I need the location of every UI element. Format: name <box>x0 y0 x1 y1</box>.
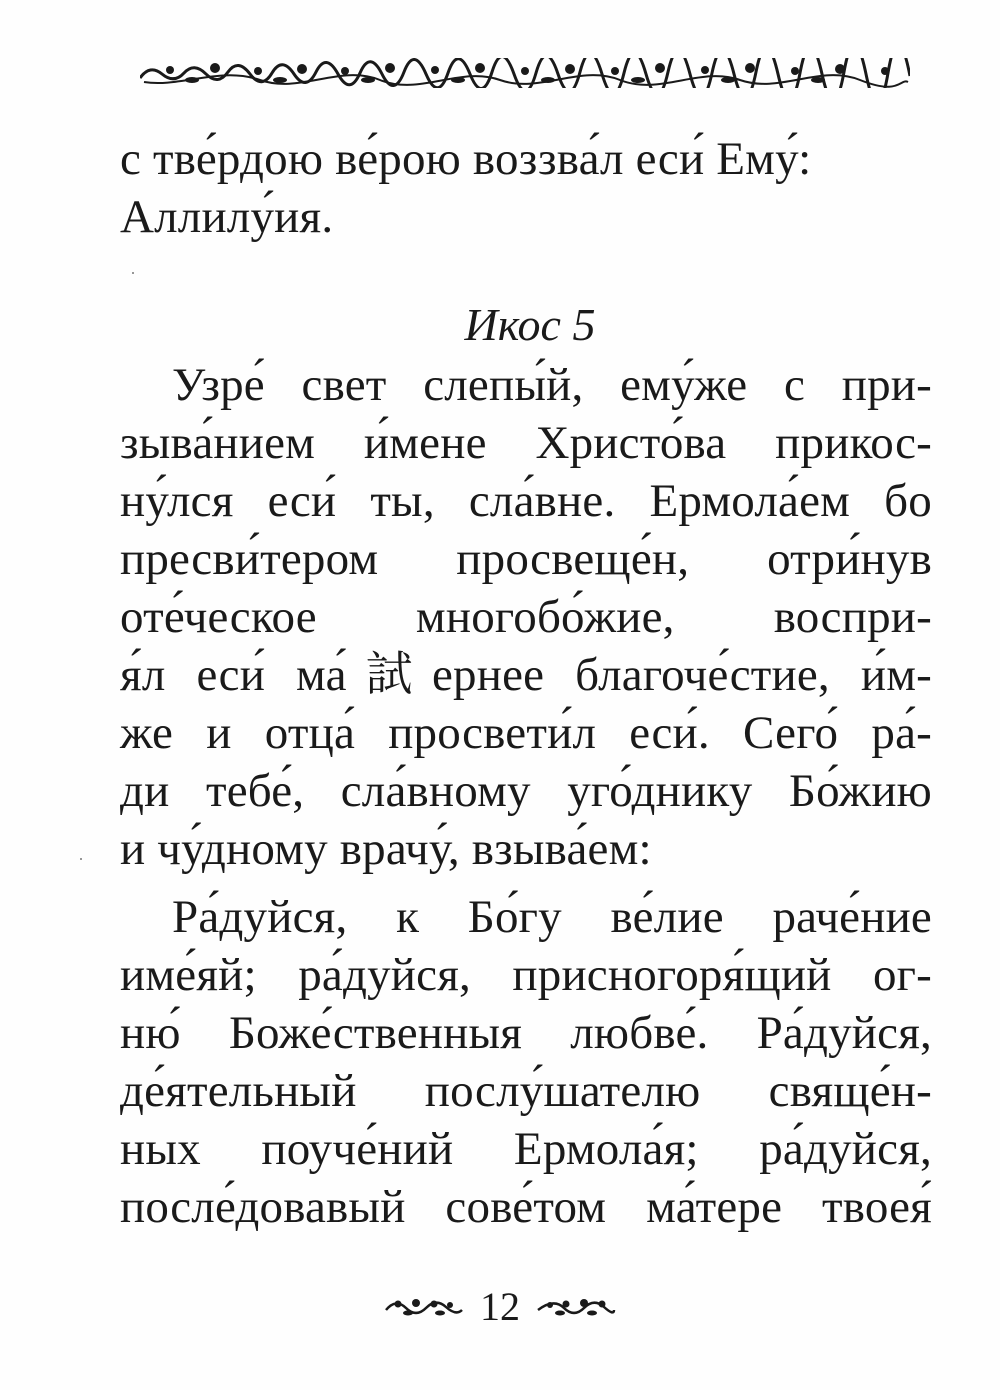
text-line: Узре́ свет слепы́й, ему́же с при- <box>172 359 932 411</box>
text-line: после́довавый сове́том ма́тере твоея́ <box>120 1181 932 1233</box>
floral-ornament-icon <box>536 1294 616 1320</box>
page-footer <box>0 1282 1000 1332</box>
print-speck <box>132 272 134 274</box>
text-line: же и отца́ просвети́л еси́. Сего́ ра́- <box>120 707 932 759</box>
text-line: име́яй; ра́дуйся, присногоря́щий ог- <box>120 949 932 1001</box>
print-speck <box>80 858 82 860</box>
text-line: ди тебе́, сла́вному уго́днику Бо́жию <box>120 765 932 817</box>
text-line: пресви́тером просвеще́н, отри́нув <box>120 533 932 585</box>
section-heading: Икос 5 <box>464 299 596 350</box>
text-line: ных поуче́ний Ермола́я; ра́дуйся, <box>120 1123 932 1175</box>
floral-ornament-band-icon <box>140 58 910 88</box>
text-line: с тве́рдою ве́рою воззва́л еси́ Ему́: <box>120 133 812 185</box>
text-line: ню́ Боже́ственныя любве́. Ра́дуйся, <box>120 1007 932 1059</box>
text-line: ну́лся еси́ ты, сла́вне. Ермола́ем бо <box>120 475 932 527</box>
text-line: Ра́дуйся, к Бо́гу ве́лие раче́ние <box>172 891 932 943</box>
text-line: и чу́дному врачу́, взыва́ем: <box>120 823 652 875</box>
text-line: оте́ческое многобо́жие, воспри- <box>120 591 932 643</box>
text-line: де́ятельный послу́шателю свяще́н- <box>120 1065 932 1117</box>
text-line: зыва́нием и́мене Христо́ва прикос- <box>120 417 932 469</box>
text-line: я́л еси́ ма́試ернее благоче́стие, и́м- <box>120 649 932 701</box>
text-line: Аллилу́ия. <box>120 191 334 243</box>
floral-ornament-icon <box>384 1294 464 1320</box>
page-number: 12 <box>480 1284 520 1329</box>
